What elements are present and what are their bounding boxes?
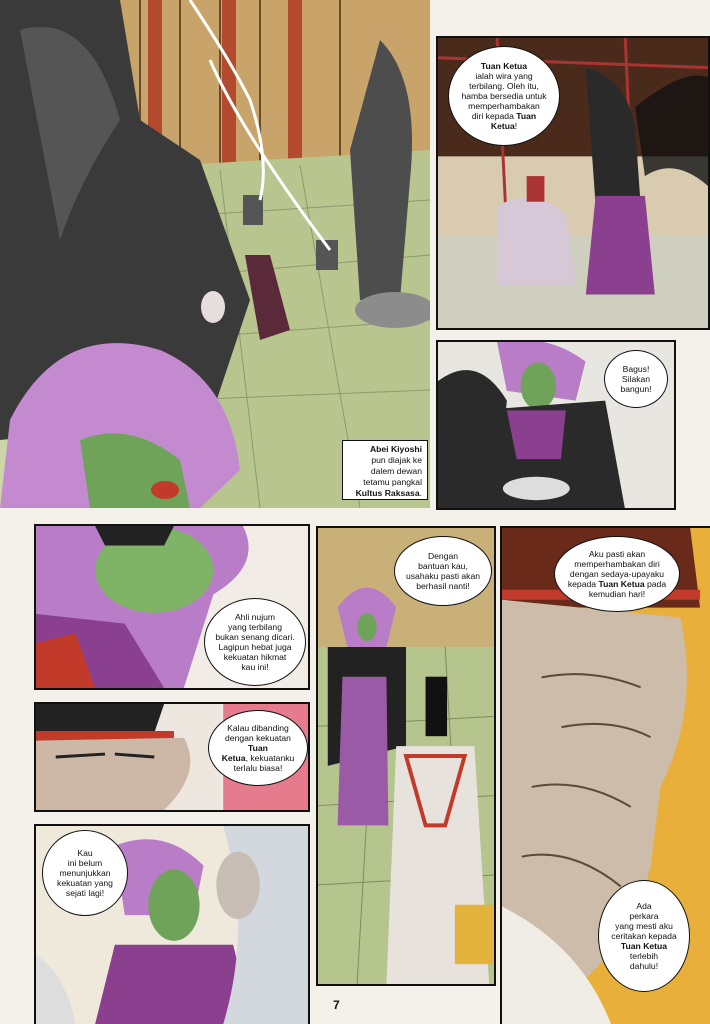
bubble-line: Bagus! (622, 364, 650, 374)
bubble-line: Aku pasti akan (588, 549, 646, 559)
bubble-line: Lagipun hebat juga (218, 642, 292, 652)
bubble-line: terbilang. Oleh itu, (469, 81, 539, 91)
bubble-line: hamba bersedia untuk (461, 91, 547, 101)
bubble-line: Ketua! (490, 121, 518, 131)
bubble-line: berhasil nanti! (416, 581, 470, 591)
panel-hall-scene (0, 0, 430, 508)
speech-bubble (604, 350, 668, 408)
bubble-line: dengan sedaya-upayaku (569, 569, 665, 579)
bubble-line: yang mesti aku (615, 921, 673, 931)
bubble-line: sejati lagi! (65, 888, 105, 898)
speech-bubble (208, 710, 308, 786)
bubble-line: kekuatan hikmat (223, 652, 287, 662)
caption-line: pun diajak ke (371, 455, 422, 465)
bubble-line: bukan senang dicari. (215, 632, 295, 642)
panel-kneeling-monk (436, 36, 710, 330)
speech-bubble (394, 536, 492, 606)
speech-bubble (448, 46, 560, 146)
panel-standing-pair (316, 526, 496, 986)
bubble-line: ialah wira yang (475, 71, 533, 81)
caption-line: dalem dewan (370, 466, 422, 476)
bubble-line: diri kepada Tuan (471, 111, 537, 121)
bubble-line: kepada Tuan Ketua pada (567, 579, 667, 589)
bubble-line: Ketua, kekuatanku (221, 753, 295, 763)
speech-bubble (554, 536, 680, 612)
bubble-line: bangun! (620, 384, 652, 394)
bubble-line: Dengan (427, 551, 459, 561)
panel-leader-bagus (436, 340, 676, 510)
bubble-line: kau ini! (241, 662, 269, 672)
page-number: 7 (333, 998, 340, 1012)
caption-line: Abei Kiyoshi (369, 444, 422, 454)
bubble-line: memperhambakan (468, 101, 540, 111)
bubble-line: Ada (636, 901, 652, 911)
bubble-line: Tuan (248, 743, 268, 753)
bubble-line: ini belum (67, 858, 103, 868)
bubble-line: Ahli nujum (234, 612, 276, 622)
bubble-line: terlebih (629, 951, 659, 961)
speech-bubble (204, 598, 306, 686)
bubble-line: terlalu biasa! (233, 763, 283, 773)
bubble-line: memperhambakan diri (574, 559, 660, 569)
bubble-line: Tuan Ketua (480, 61, 528, 71)
speech-bubble (42, 830, 128, 916)
panel-leader-and-monk (34, 824, 310, 1024)
bubble-line: kemudian hari! (588, 589, 646, 599)
bubble-line: Tuan Ketua (620, 941, 668, 951)
panel-monk-profile (500, 526, 710, 1024)
bubble-line: dahulu! (629, 961, 659, 971)
bubble-line: kekuatan yang (57, 878, 113, 888)
bubble-line: dengan kekuatan (225, 733, 291, 743)
bubble-line: Silakan (621, 374, 651, 384)
narration-caption (342, 440, 428, 500)
caption-line: Kultus Raksasa. (355, 488, 422, 498)
bubble-line: ceritakan kepada (611, 931, 677, 941)
panel-monk-face (34, 702, 310, 812)
speech-bubble (598, 880, 690, 992)
bubble-line: bantuan kau, (418, 561, 468, 571)
bubble-line: perkara (629, 911, 659, 921)
bubble-line: yang terbilang (228, 622, 282, 632)
bubble-line: Kau (77, 848, 93, 858)
bubble-line: menunjukkan (59, 868, 111, 878)
hall-scene-art (0, 0, 430, 508)
panel-leader-closeup (34, 524, 310, 690)
bubble-line: Kalau dibanding (227, 723, 289, 733)
caption-line: tetamu pangkal (363, 477, 422, 487)
bubble-line: usahaku pasti akan (405, 571, 481, 581)
